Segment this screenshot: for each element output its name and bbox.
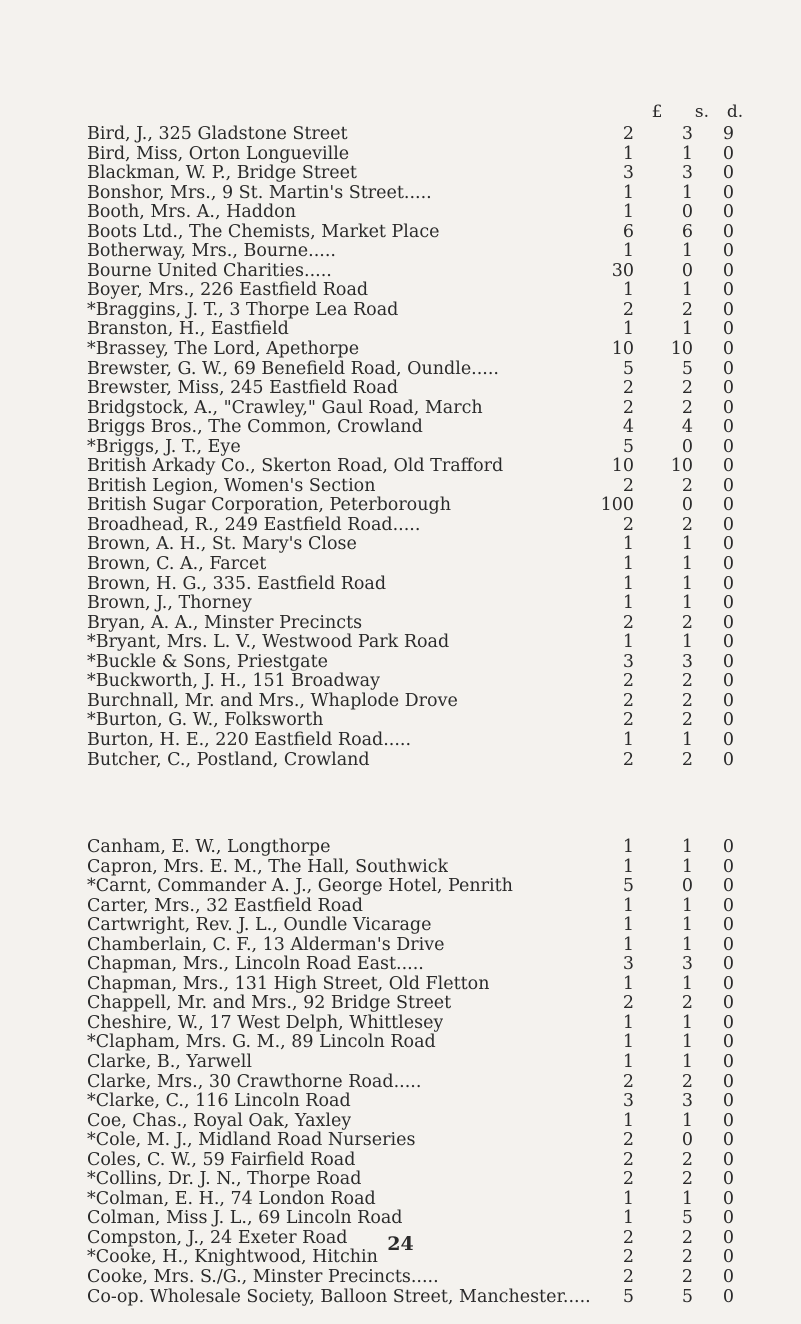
- pence-value: 0: [722, 1130, 734, 1151]
- page-number: 24: [387, 1233, 414, 1255]
- list-row: [0, 936, 801, 956]
- shillings-value: 2: [681, 710, 693, 731]
- list-row: [0, 340, 801, 360]
- list-row: [0, 692, 801, 712]
- pounds-value: 1: [622, 143, 634, 164]
- subscriber-name: *Carnt, Commander A. J., George Hotel, Penrith: [87, 877, 513, 897]
- subscriber-name: Chapman, Mrs., Lincoln Road East.....: [87, 955, 424, 975]
- subscriber-name: Clarke, B., Yarwell: [87, 1053, 252, 1073]
- pounds-value: 2: [622, 1149, 634, 1170]
- pounds-value: 4: [622, 417, 634, 438]
- shillings-value: 0: [681, 495, 693, 516]
- list-row: [0, 477, 801, 497]
- pence-value: 0: [722, 934, 734, 955]
- pence-value: 0: [722, 554, 734, 575]
- list-row: [0, 1073, 801, 1093]
- pence-value: 0: [722, 534, 734, 555]
- pounds-value: 1: [622, 554, 634, 575]
- shillings-value: 10: [670, 456, 693, 477]
- list-row: [0, 614, 801, 634]
- list-row: [0, 1092, 801, 1112]
- pounds-value: 1: [622, 534, 634, 555]
- shillings-value: 1: [681, 915, 693, 936]
- subscriber-name: Bird, Miss, Orton Longueville: [87, 144, 350, 164]
- pence-value: 0: [722, 378, 734, 399]
- list-row: [0, 1014, 801, 1034]
- list-row: [0, 125, 801, 145]
- pounds-value: 2: [622, 1247, 634, 1268]
- pence-value: 0: [722, 1071, 734, 1092]
- list-row: [0, 653, 801, 673]
- list-row: [0, 1170, 801, 1190]
- pence-value: 0: [722, 514, 734, 535]
- subscriber-name: Canham, E. W., Longthorpe: [87, 838, 331, 857]
- shillings-value: 1: [681, 856, 693, 877]
- list-row: [0, 438, 801, 458]
- pounds-value: 5: [622, 876, 634, 897]
- subscriber-name: *Burton, G. W., Folksworth: [87, 711, 324, 731]
- subscriber-name: Briggs Bros., The Common, Crowland: [87, 418, 423, 438]
- pence-value: 0: [722, 1091, 734, 1112]
- subscriber-name: Blackman, W. P., Bridge Street: [87, 164, 357, 184]
- pounds-value: 1: [622, 1052, 634, 1073]
- subscriber-name: Cheshire, W., 17 West Delph, Whittlesey: [87, 1013, 444, 1033]
- subscriber-name: Booth, Mrs. A., Haddon: [87, 203, 296, 223]
- pence-value: 0: [722, 915, 734, 936]
- pounds-value: 5: [622, 1286, 634, 1307]
- subscriber-name: Co-op. Wholesale Society, Balloon Street, Manchester.....: [87, 1287, 591, 1307]
- shillings-value: 1: [681, 1012, 693, 1033]
- subscriber-name: Burchnall, Mr. and Mrs., Whaplode Drove: [87, 691, 458, 711]
- shillings-value: 1: [681, 934, 693, 955]
- pence-value: 0: [722, 319, 734, 340]
- list-row: [0, 281, 801, 301]
- pounds-value: 2: [622, 397, 634, 418]
- pounds-value: 2: [622, 299, 634, 320]
- pence-value: 0: [722, 1032, 734, 1053]
- subscriber-name: Cooke, Mrs. S./G., Minster Precincts.....: [87, 1268, 439, 1288]
- shillings-value: 0: [681, 876, 693, 897]
- list-row: [0, 399, 801, 419]
- pence-value: 0: [722, 1012, 734, 1033]
- pence-value: 0: [722, 202, 734, 223]
- shillings-value: 0: [681, 260, 693, 281]
- pounds-value: 10: [611, 456, 634, 477]
- shillings-value: 6: [681, 221, 693, 242]
- pounds-value: 2: [622, 749, 634, 770]
- subscriber-name: Broadhead, R., 249 Eastfield Road.....: [87, 515, 421, 535]
- pence-value: 0: [722, 895, 734, 916]
- pounds-value: 6: [622, 221, 634, 242]
- shillings-value: 1: [681, 632, 693, 653]
- list-row: [0, 858, 801, 878]
- pounds-value: 1: [622, 1032, 634, 1053]
- list-row: [0, 955, 801, 975]
- pence-value: 0: [722, 876, 734, 897]
- pounds-value: 2: [622, 1071, 634, 1092]
- pence-value: 0: [722, 1110, 734, 1131]
- pounds-value: 2: [622, 671, 634, 692]
- shillings-value: 2: [681, 690, 693, 711]
- pence-value: 0: [722, 339, 734, 360]
- subscriber-name: British Legion, Women's Section: [87, 476, 376, 496]
- pence-value: 0: [722, 163, 734, 184]
- pence-value: 0: [722, 690, 734, 711]
- pounds-value: 1: [622, 202, 634, 223]
- subscriber-name: *Briggs, J. T., Eye: [87, 437, 241, 457]
- shillings-value: 1: [681, 973, 693, 994]
- subscriber-name: Brown, H. G., 335. Eastfield Road: [87, 574, 387, 594]
- pounds-value: 2: [622, 710, 634, 731]
- pounds-value: 2: [622, 1169, 634, 1190]
- list-row: [0, 555, 801, 575]
- subscriber-name: Boyer, Mrs., 226 Eastfield Road: [87, 281, 369, 301]
- pounds-value: 1: [622, 632, 634, 653]
- subscriber-name: Butcher, C., Postland, Crowland: [87, 750, 370, 770]
- pence-value: 0: [722, 710, 734, 731]
- subscriber-name: British Sugar Corporation, Peterborough: [87, 496, 451, 516]
- shillings-value: 1: [681, 593, 693, 614]
- pounds-value: 5: [622, 436, 634, 457]
- pounds-value: 1: [622, 973, 634, 994]
- subscriber-name: British Arkady Co., Skerton Road, Old Trafford: [87, 457, 504, 477]
- pounds-value: 2: [622, 1130, 634, 1151]
- shillings-value: 0: [681, 1130, 693, 1151]
- shillings-value: 0: [681, 436, 693, 457]
- pounds-value: 1: [622, 895, 634, 916]
- shillings-value: 3: [681, 954, 693, 975]
- shillings-value: 5: [681, 1286, 693, 1307]
- shillings-value: 1: [681, 1032, 693, 1053]
- list-row: [0, 975, 801, 995]
- shillings-value: 2: [681, 671, 693, 692]
- pence-value: 0: [722, 632, 734, 653]
- subscriber-name: *Buckle & Sons, Priestgate: [87, 652, 328, 672]
- pence-value: 0: [722, 1286, 734, 1307]
- pence-value: 0: [722, 837, 734, 857]
- subscriber-name: *Clapham, Mrs. G. M., 89 Lincoln Road: [87, 1033, 436, 1053]
- pence-value: 0: [722, 1227, 734, 1248]
- shillings-value: 2: [681, 1169, 693, 1190]
- shillings-value: 1: [681, 534, 693, 555]
- pence-value: 0: [722, 358, 734, 379]
- subscriber-name: *Brassey, The Lord, Apethorpe: [87, 340, 360, 360]
- list-row: [0, 379, 801, 399]
- shillings-value: 2: [681, 378, 693, 399]
- subscriber-name: Coles, C. W., 59 Fairfield Road: [87, 1150, 356, 1170]
- subscriber-name: Bird, J., 325 Gladstone Street: [87, 125, 348, 144]
- list-row: [0, 751, 801, 771]
- pence-value: 0: [722, 143, 734, 164]
- subscriber-name: *Clarke, C., 116 Lincoln Road: [87, 1092, 351, 1112]
- pounds-value: 3: [622, 1091, 634, 1112]
- subscriber-name: Colman, Miss J. L., 69 Lincoln Road: [87, 1209, 403, 1229]
- pounds-value: 1: [622, 241, 634, 262]
- subscriber-name: Brown, J., Thorney: [87, 594, 252, 614]
- subscriber-name: Chamberlain, C. F., 13 Alderman's Drive: [87, 935, 445, 955]
- list-row: [0, 301, 801, 321]
- list-row: [0, 711, 801, 731]
- pence-value: 0: [722, 1188, 734, 1209]
- list-row: [0, 360, 801, 380]
- pence-value: 0: [722, 456, 734, 477]
- shillings-value: 4: [681, 417, 693, 438]
- list-row: [0, 731, 801, 751]
- pence-value: 0: [722, 436, 734, 457]
- pounds-header: £: [651, 102, 663, 122]
- list-row: [0, 184, 801, 204]
- pounds-value: 1: [622, 856, 634, 877]
- shillings-value: 0: [681, 202, 693, 223]
- subscriber-name: Brown, C. A., Farcet: [87, 555, 267, 575]
- shillings-value: 2: [681, 475, 693, 496]
- shillings-value: 3: [681, 1091, 693, 1112]
- shillings-value: 2: [681, 1267, 693, 1288]
- shillings-value: 1: [681, 729, 693, 750]
- pounds-value: 2: [622, 475, 634, 496]
- subscriber-name: *Cooke, H., Knightwood, Hitchin: [87, 1248, 378, 1268]
- pounds-value: 10: [611, 339, 634, 360]
- shillings-value: 2: [681, 612, 693, 633]
- list-row: [0, 1209, 801, 1229]
- list-row: [0, 516, 801, 536]
- subscriber-name: *Bryant, Mrs. L. V., Westwood Park Road: [87, 633, 450, 653]
- pounds-value: 1: [622, 1110, 634, 1131]
- pounds-value: 1: [622, 1188, 634, 1209]
- subscriber-name: Brown, A. H., St. Mary's Close: [87, 535, 357, 555]
- pence-value: 0: [722, 993, 734, 1014]
- pence-value: 0: [722, 495, 734, 516]
- shillings-value: 2: [681, 1071, 693, 1092]
- pounds-value: 1: [622, 729, 634, 750]
- shillings-value: 1: [681, 837, 693, 857]
- shillings-value: 5: [681, 1208, 693, 1229]
- pounds-value: 1: [622, 573, 634, 594]
- pounds-value: 3: [622, 651, 634, 672]
- pence-value: 0: [722, 1208, 734, 1229]
- list-row: [0, 1268, 801, 1288]
- shillings-value: 1: [681, 554, 693, 575]
- subscriber-name: Carter, Mrs., 32 Eastfield Road: [87, 896, 363, 916]
- pence-value: 0: [722, 651, 734, 672]
- pence-value: 0: [722, 573, 734, 594]
- list-row: [0, 916, 801, 936]
- list-row: [0, 1131, 801, 1151]
- shillings-value: 2: [681, 993, 693, 1014]
- pence-value: 0: [722, 1149, 734, 1170]
- shillings-value: 1: [681, 241, 693, 262]
- pounds-value: 5: [622, 358, 634, 379]
- pounds-value: 3: [622, 163, 634, 184]
- pounds-value: 1: [622, 1012, 634, 1033]
- list-row: [0, 1112, 801, 1132]
- pence-header: d.: [726, 102, 744, 122]
- shillings-value: 1: [681, 1110, 693, 1131]
- pence-value: 0: [722, 1169, 734, 1190]
- list-row: [0, 838, 801, 858]
- shillings-value: 1: [681, 319, 693, 340]
- pence-value: 0: [722, 1247, 734, 1268]
- subscriber-name: *Braggins, J. T., 3 Thorpe Lea Road: [87, 300, 399, 320]
- list-row: [0, 320, 801, 340]
- pence-value: 0: [722, 241, 734, 262]
- shillings-value: 2: [681, 1247, 693, 1268]
- list-row: [0, 877, 801, 897]
- subscriber-name: Brewster, G. W., 69 Benefield Road, Oundle.....: [87, 359, 499, 379]
- pounds-value: 2: [622, 993, 634, 1014]
- shillings-value: 1: [681, 1188, 693, 1209]
- pounds-value: 2: [622, 514, 634, 535]
- subscriber-name: *Colman, E. H., 74 London Road: [87, 1189, 376, 1209]
- list-row: [0, 457, 801, 477]
- subscriber-name: Chappell, Mr. and Mrs., 92 Bridge Street: [87, 994, 452, 1014]
- pence-value: 0: [722, 280, 734, 301]
- subscriber-name: Boots Ltd., The Chemists, Market Place: [87, 222, 440, 242]
- shillings-value: 3: [681, 651, 693, 672]
- list-row: [0, 575, 801, 595]
- subscriber-name: Cartwright, Rev. J. L., Oundle Vicarage: [87, 916, 432, 936]
- pence-value: 0: [722, 417, 734, 438]
- pounds-value: 2: [622, 124, 634, 144]
- list-row: [0, 1288, 801, 1308]
- shillings-value: 10: [670, 339, 693, 360]
- shillings-value: 3: [681, 124, 693, 144]
- subscriber-list-b: [0, 125, 801, 770]
- pounds-value: 1: [622, 915, 634, 936]
- subscriber-name: *Buckworth, J. H., 151 Broadway: [87, 672, 380, 692]
- list-row: [0, 633, 801, 653]
- shillings-value: 1: [681, 573, 693, 594]
- subscriber-name: Compston, J., 24 Exeter Road: [87, 1228, 348, 1248]
- list-row: [0, 1190, 801, 1210]
- pence-value: 9: [722, 124, 734, 144]
- shillings-value: 2: [681, 397, 693, 418]
- list-row: [0, 164, 801, 184]
- subscriber-name: *Collins, Dr. J. N., Thorpe Road: [87, 1170, 362, 1190]
- pence-value: 0: [722, 612, 734, 633]
- pence-value: 0: [722, 397, 734, 418]
- list-row: [0, 203, 801, 223]
- list-row: [0, 535, 801, 555]
- subscriber-name: Capron, Mrs. E. M., The Hall, Southwick: [87, 857, 449, 877]
- subscriber-name: *Cole, M. J., Midland Road Nurseries: [87, 1131, 416, 1151]
- pence-value: 0: [722, 973, 734, 994]
- subscriber-name: Bridgstock, A., "Crawley," Gaul Road, March: [87, 398, 483, 418]
- subscriber-name: Bourne United Charities.....: [87, 261, 332, 281]
- pounds-value: 100: [600, 495, 634, 516]
- shillings-value: 2: [681, 299, 693, 320]
- subscriber-name: Clarke, Mrs., 30 Crawthorne Road.....: [87, 1072, 422, 1092]
- pounds-value: 1: [622, 934, 634, 955]
- pence-value: 0: [722, 593, 734, 614]
- pounds-value: 2: [622, 1267, 634, 1288]
- pence-value: 0: [722, 475, 734, 496]
- list-row: [0, 897, 801, 917]
- pounds-value: 30: [611, 260, 634, 281]
- subscriber-name: Branston, H., Eastfield: [87, 320, 289, 340]
- currency-header: [0, 102, 801, 124]
- shillings-value: 1: [681, 280, 693, 301]
- list-row: [0, 672, 801, 692]
- list-row: [0, 1151, 801, 1171]
- shillings-header: s.: [694, 102, 710, 122]
- pounds-value: 1: [622, 1208, 634, 1229]
- subscriber-name: Bonshor, Mrs., 9 St. Martin's Street.....: [87, 183, 432, 203]
- pounds-value: 1: [622, 837, 634, 857]
- pounds-value: 1: [622, 182, 634, 203]
- list-row: [0, 496, 801, 516]
- subscriber-name: Brewster, Miss, 245 Eastfield Road: [87, 379, 399, 399]
- pence-value: 0: [722, 1052, 734, 1073]
- subscriber-name: Chapman, Mrs., 131 High Street, Old Fletton: [87, 974, 490, 994]
- pounds-value: 1: [622, 593, 634, 614]
- pence-value: 0: [722, 856, 734, 877]
- pounds-value: 2: [622, 690, 634, 711]
- pounds-value: 3: [622, 954, 634, 975]
- list-row: [0, 242, 801, 262]
- pounds-value: 2: [622, 612, 634, 633]
- list-row: [0, 418, 801, 438]
- pence-value: 0: [722, 729, 734, 750]
- pounds-value: 2: [622, 1227, 634, 1248]
- pounds-value: 2: [622, 378, 634, 399]
- list-row: [0, 994, 801, 1014]
- pounds-value: 1: [622, 319, 634, 340]
- pence-value: 0: [722, 1267, 734, 1288]
- pence-value: 0: [722, 221, 734, 242]
- shillings-value: 1: [681, 143, 693, 164]
- shillings-value: 2: [681, 749, 693, 770]
- subscriber-name: Coe, Chas., Royal Oak, Yaxley: [87, 1111, 352, 1131]
- shillings-value: 1: [681, 895, 693, 916]
- list-row: [0, 145, 801, 165]
- list-row: [0, 1033, 801, 1053]
- shillings-value: 2: [681, 1149, 693, 1170]
- pence-value: 0: [722, 671, 734, 692]
- shillings-value: 1: [681, 1052, 693, 1073]
- subscriber-name: Burton, H. E., 220 Eastfield Road.....: [87, 730, 412, 750]
- pence-value: 0: [722, 299, 734, 320]
- shillings-value: 5: [681, 358, 693, 379]
- shillings-value: 2: [681, 514, 693, 535]
- pence-value: 0: [722, 954, 734, 975]
- shillings-value: 2: [681, 1227, 693, 1248]
- pounds-value: 1: [622, 280, 634, 301]
- pence-value: 0: [722, 260, 734, 281]
- list-row: [0, 262, 801, 282]
- list-row: [0, 1053, 801, 1073]
- pence-value: 0: [722, 749, 734, 770]
- pence-value: 0: [722, 182, 734, 203]
- list-row: [0, 223, 801, 243]
- subscriber-name: Bryan, A. A., Minster Precincts: [87, 613, 363, 633]
- list-row: [0, 594, 801, 614]
- shillings-value: 3: [681, 163, 693, 184]
- shillings-value: 1: [681, 182, 693, 203]
- subscriber-name: Botherway, Mrs., Bourne.....: [87, 242, 336, 262]
